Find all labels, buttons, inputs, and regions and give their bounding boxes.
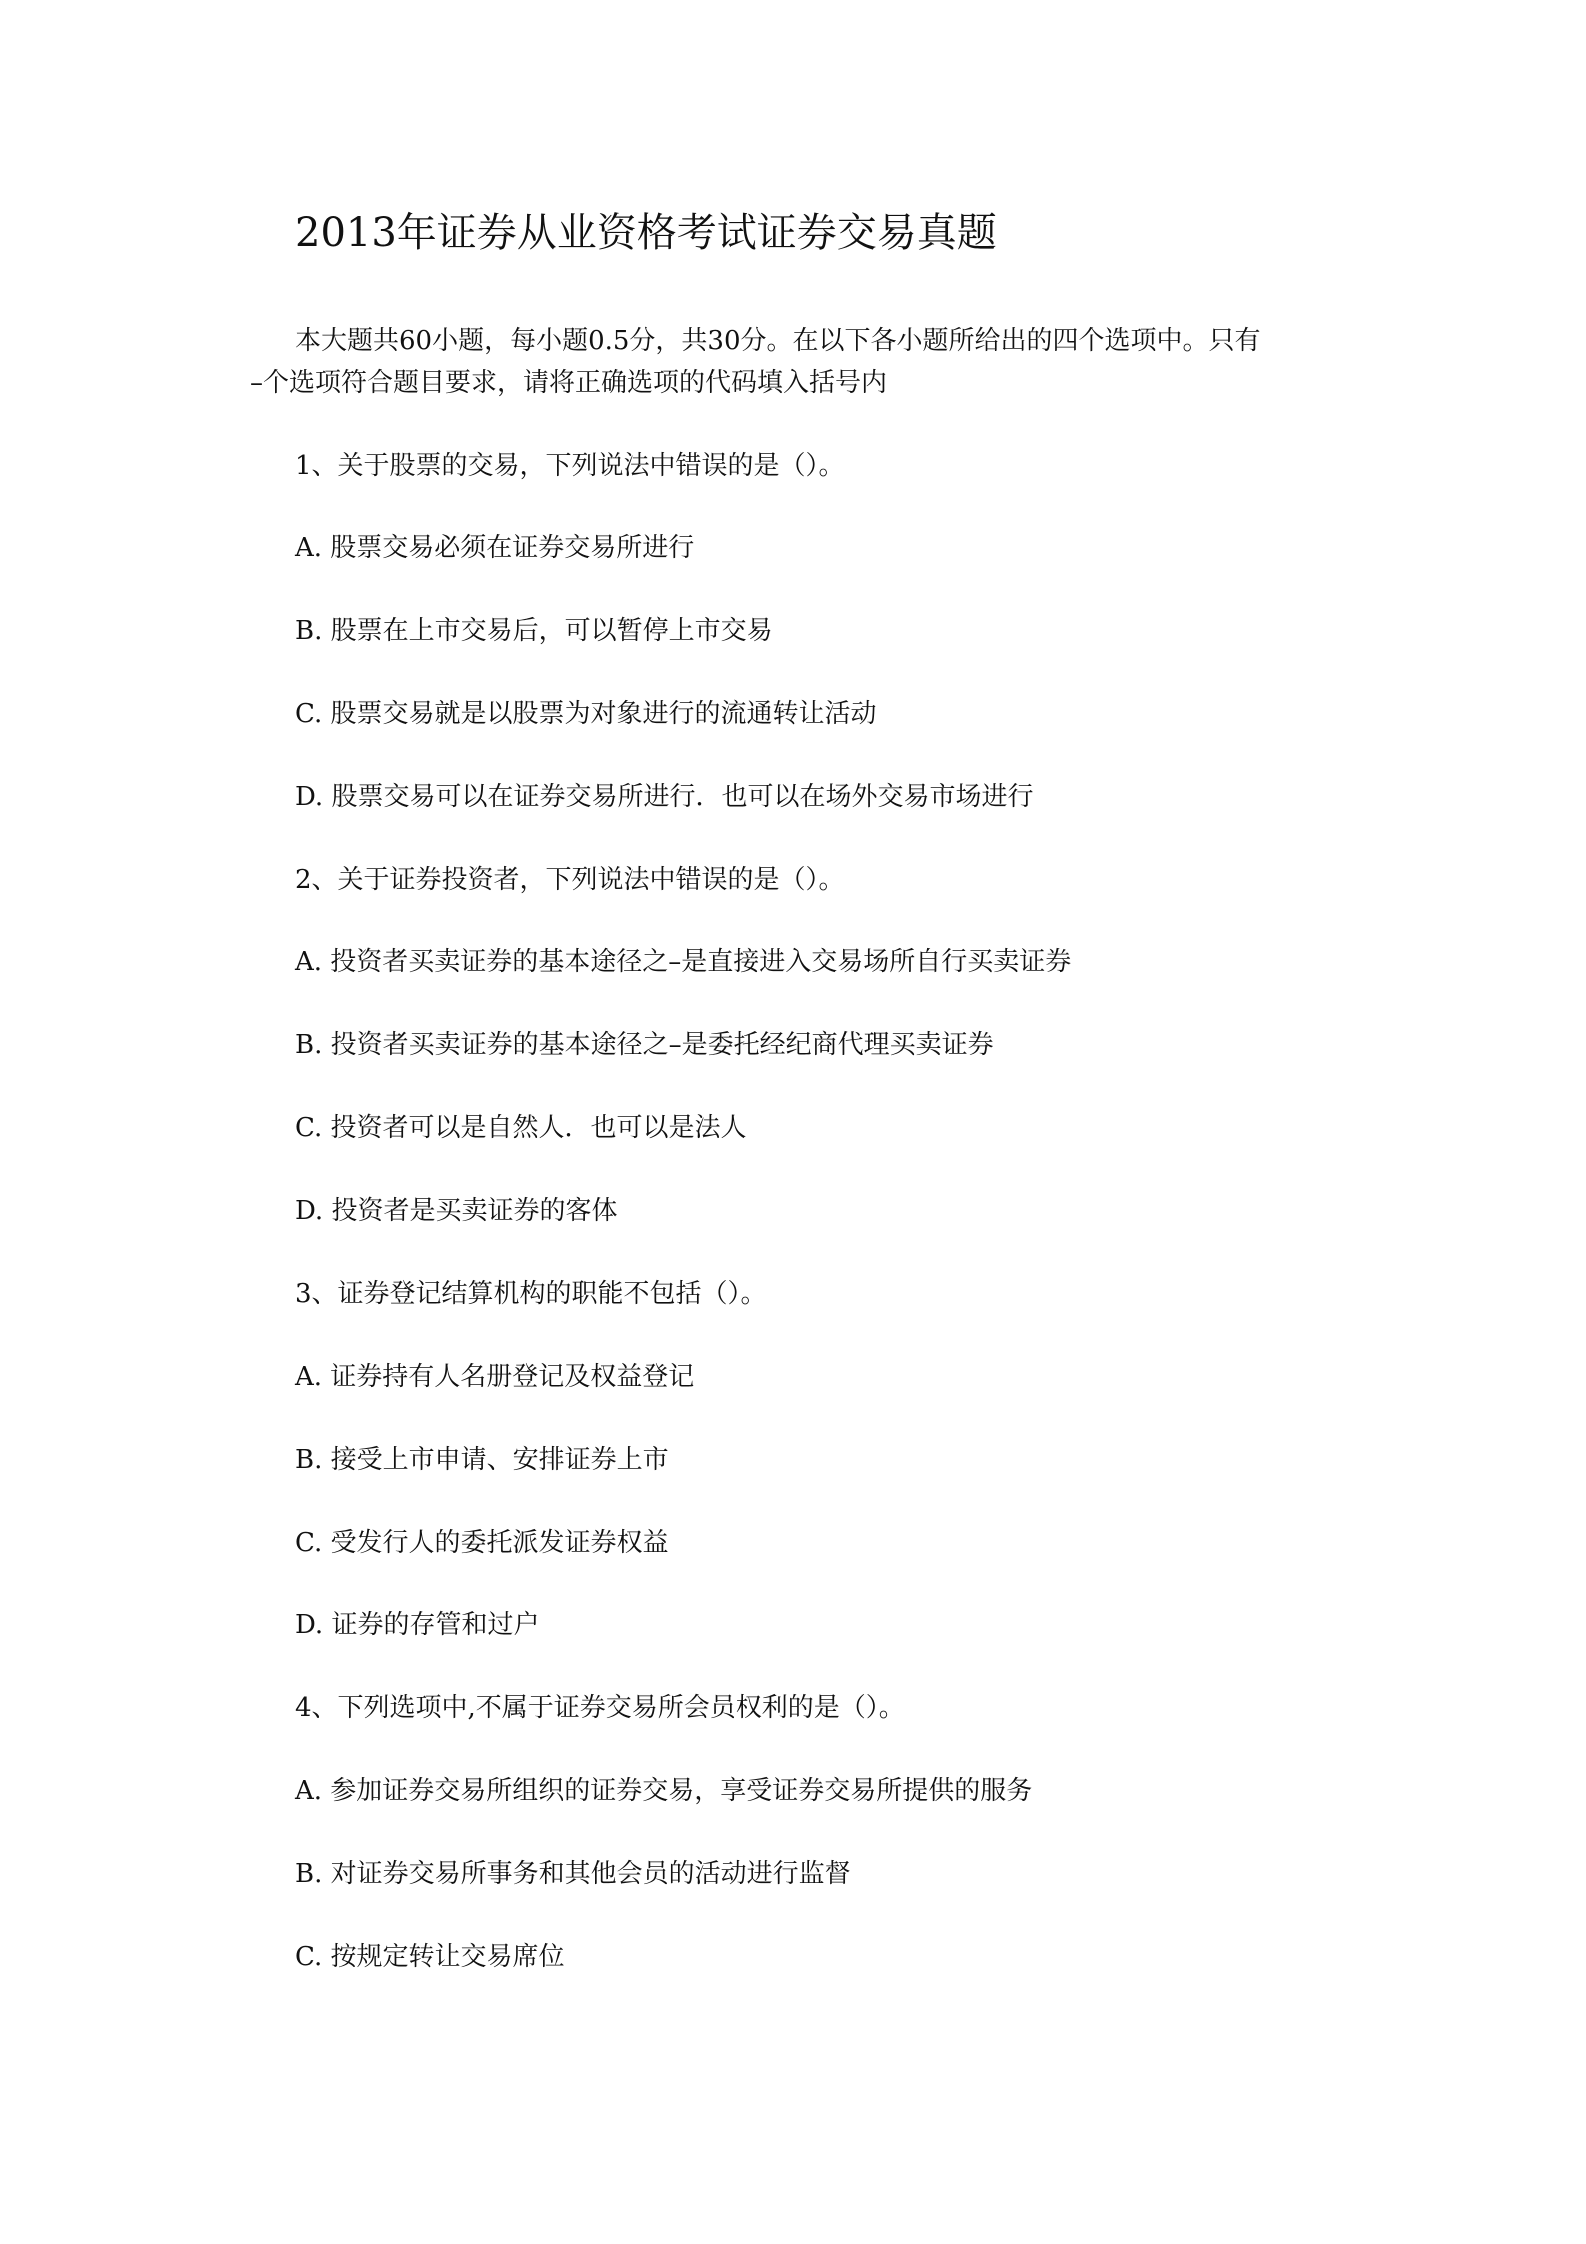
question-3-option-d: D. 证券的存管和过户: [295, 1610, 540, 1640]
question-3-stem: 3、证券登记结算机构的职能不包括（）。: [295, 1279, 767, 1309]
instructions-paragraph: [250, 320, 1360, 404]
question-4-stem: 4、下列选项中,不属于证券交易所会员权利的是（）。: [295, 1693, 905, 1723]
question-4-option-b: B. 对证券交易所事务和其他会员的活动进行监督: [295, 1859, 851, 1889]
question-2-stem: 2、关于证券投资者，下列说法中错误的是（）。: [295, 865, 845, 895]
question-4-option-c: C. 按规定转让交易席位: [295, 1942, 565, 1972]
question-1-stem: 1、关于股票的交易，下列说法中错误的是（）。: [295, 451, 845, 481]
question-3-option-c: C. 受发行人的委托派发证券权益: [295, 1528, 669, 1558]
question-1-option-a: A. 股票交易必须在证券交易所进行: [295, 533, 695, 563]
question-1-option-b: B. 股票在上市交易后，可以暂停上市交易: [295, 616, 773, 646]
question-1-option-c: C. 股票交易就是以股票为对象进行的流通转让活动: [295, 699, 877, 729]
instructions-line-1: 本大题共60小题，每小题0.5分，共30分。在以下各小题所给出的四个选项中。只有: [295, 326, 1261, 356]
instructions-line-2: –个选项符合题目要求，请将正确选项的代码填入括号内: [250, 368, 888, 398]
question-2-option-a: A. 投资者买卖证券的基本途径之–是直接进入交易场所自行买卖证券: [295, 947, 1072, 977]
question-3-option-a: A. 证券持有人名册登记及权益登记: [295, 1362, 695, 1392]
question-2-option-c: C. 投资者可以是自然人．也可以是法人: [295, 1113, 747, 1143]
question-2-option-b: B. 投资者买卖证券的基本途径之–是委托经纪商代理买卖证券: [295, 1030, 994, 1060]
page-title: 2013年证券从业资格考试证券交易真题: [295, 210, 997, 256]
question-3-option-b: B. 接受上市申请、安排证券上市: [295, 1445, 669, 1475]
question-1-option-d: D. 股票交易可以在证券交易所进行．也可以在场外交易市场进行: [295, 782, 1034, 812]
question-2-option-d: D. 投资者是买卖证券的客体: [295, 1196, 618, 1226]
question-4-option-a: A. 参加证券交易所组织的证券交易，享受证券交易所提供的服务: [295, 1776, 1033, 1806]
